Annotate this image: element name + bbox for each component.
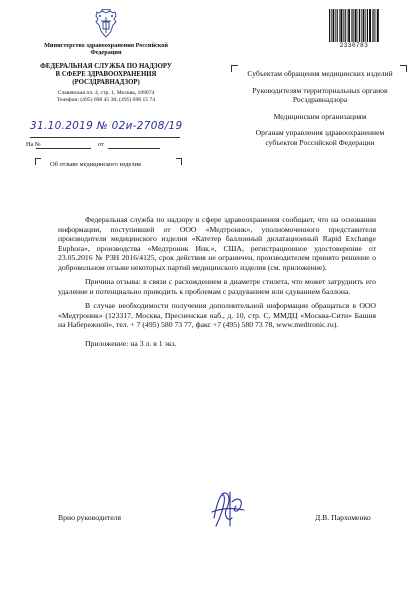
- subject-bracket-right: [176, 158, 182, 165]
- body-paragraph: Причина отзыва: в связи с расхождением в диаметре стилета, что может затруднить его удаление и потенциально приводить к проблемам с раздуванием или сдуванием баллона.: [58, 277, 376, 296]
- signatory-role: Врио руководителя: [58, 513, 121, 522]
- signatory-name: Д.В. Пархоменко: [315, 513, 371, 522]
- handwritten-signature-icon: [208, 488, 248, 530]
- handwritten-date-number: 31.10.2019 № 02и-2708/19: [30, 120, 183, 132]
- enclosure-note: Приложение: на 3 л. в 1 экз.: [85, 338, 177, 348]
- reference-date-line: [108, 148, 160, 149]
- letter-subject: Об отзыве медицинского изделия: [50, 161, 141, 168]
- recipient: Медицинским организациям: [273, 111, 367, 121]
- service-address: [40, 90, 172, 104]
- barcode-icon: [328, 9, 380, 42]
- letter-body: [58, 215, 376, 353]
- address-line: Славянская пл. 4, стр. 1, Москва, 109074: [57, 90, 155, 96]
- recipients-bracket-left: [231, 65, 238, 72]
- coat-of-arms-icon: [93, 9, 119, 39]
- recipients-bracket-right: [400, 65, 407, 72]
- body-paragraph: В случае необходимости получения дополнительной информации обращаться в ООО «Медтроник» (123317, Москва, Пресненская наб., д. 10, стр. С, ММДЦ «Москва-Сити» Башня на Набережной», тел. + 7 (495) 580 73 77, факс +7 (495) 580 73 78, www.medtronic.ru).: [58, 300, 376, 330]
- reference-date-label: от: [98, 141, 104, 148]
- recipient: Руководителям территориальных органов Росздравнадзора: [252, 85, 388, 105]
- recipient: Органам управления здравоохранением субъектов Российской Федерации: [255, 128, 385, 147]
- ministry-name: Министерство здравоохранения Российской Федерации: [44, 42, 168, 57]
- body-paragraph: Федеральная служба по надзору в сфере здравоохранения сообщает, что на основании информации, поступившей от ООО «Медтроник», уполномоченного представителя производителя медицинского изделия «Катетер баллонный дилатационный Rapid Exchange Euphora», производства «Медтроник Инк.», США, регистрационное удостоверение от 23.05.2016 № РЗН 2016/4125, срок действия не ограничен, производителем принято решение о добровольном отзыве некоторых партий медицинского изделия (см. приложение).: [58, 215, 376, 272]
- phone-line: Телефон: (495) 698 45 38; (495) 698 15 74: [56, 97, 156, 104]
- service-name: ФЕДЕРАЛЬНАЯ СЛУЖБА ПО НАДЗОРУ В СФЕРЕ ЗДРАВООХРАНЕНИЯ (РОСЗДРАВНАДЗОР): [40, 63, 172, 86]
- recipient: Субъектам обращения медицинских изделий: [247, 69, 393, 78]
- reference-number-line: [36, 148, 91, 149]
- barcode-number: 2330783: [339, 42, 369, 49]
- subject-bracket-left: [35, 158, 41, 165]
- recipients-block: [240, 69, 400, 155]
- reference-number-label: На №: [26, 141, 41, 148]
